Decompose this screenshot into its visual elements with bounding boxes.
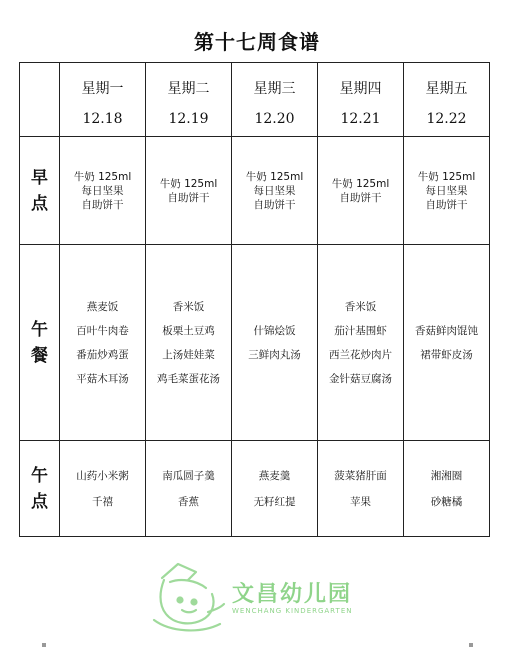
menu-cell: 牛奶 125ml 每日坚果 自助饼干 bbox=[232, 137, 318, 245]
snack-row bbox=[20, 441, 490, 537]
meal-label-snack: 午 点 bbox=[20, 441, 60, 537]
menu-table bbox=[19, 62, 490, 537]
day-name: 星期四 bbox=[339, 80, 382, 97]
menu-cell: 牛奶 125ml 自助饼干 bbox=[146, 137, 232, 245]
menu-cell: 菠菜猪肝面 苹果 bbox=[318, 441, 404, 537]
day-name: 星期五 bbox=[425, 80, 468, 97]
day-header bbox=[146, 63, 232, 137]
day-date: 12.21 bbox=[340, 110, 381, 127]
menu-cell: 牛奶 125ml 每日坚果 自助饼干 bbox=[404, 137, 490, 245]
day-date: 12.19 bbox=[168, 110, 209, 127]
menu-cell: 燕麦羹 无籽红提 bbox=[232, 441, 318, 537]
menu-cell: 牛奶 125ml 每日坚果 自助饼干 bbox=[60, 137, 146, 245]
breakfast-row bbox=[20, 137, 490, 245]
day-header bbox=[404, 63, 490, 137]
corner-cell bbox=[20, 63, 60, 137]
header-row bbox=[20, 63, 490, 137]
menu-cell: 南瓜圆子羹 香蕉 bbox=[146, 441, 232, 537]
menu-cell: 燕麦饭 百叶牛肉卷 番茄炒鸡蛋 平菇木耳汤 bbox=[60, 245, 146, 441]
logo-name: 文昌幼儿园 bbox=[232, 582, 353, 607]
day-header bbox=[232, 63, 318, 137]
meal-label-lunch: 午 餐 bbox=[20, 245, 60, 441]
day-name: 星期三 bbox=[253, 80, 296, 97]
page-corner-mark bbox=[469, 643, 473, 647]
menu-cell: 什锦烩饭 三鲜肉丸汤 bbox=[232, 245, 318, 441]
menu-cell: 湘湘圈 砂糖橘 bbox=[404, 441, 490, 537]
logo-subtitle: WENCHANG KINDERGARTEN bbox=[232, 607, 353, 615]
meal-label-breakfast: 早 点 bbox=[20, 137, 60, 245]
day-name: 星期二 bbox=[167, 80, 210, 97]
menu-cell: 香米饭 茄汁基围虾 西兰花炒肉片 金针菇豆腐汤 bbox=[318, 245, 404, 441]
day-header bbox=[60, 63, 146, 137]
day-date: 12.20 bbox=[254, 110, 295, 127]
page-corner-mark bbox=[42, 643, 46, 647]
day-date: 12.22 bbox=[426, 110, 467, 127]
menu-cell: 香米饭 板栗土豆鸡 上汤娃娃菜 鸡毛菜蛋花汤 bbox=[146, 245, 232, 441]
menu-cell: 牛奶 125ml 自助饼干 bbox=[318, 137, 404, 245]
day-header bbox=[318, 63, 404, 137]
lunch-row bbox=[20, 245, 490, 441]
day-name: 星期一 bbox=[81, 80, 124, 97]
day-date: 12.18 bbox=[82, 110, 123, 127]
page-title: 第十七周食谱 bbox=[194, 30, 320, 54]
menu-cell: 山药小米粥 千禧 bbox=[60, 441, 146, 537]
menu-cell: 香菇鲜肉馄饨 裙带虾皮汤 bbox=[404, 245, 490, 441]
